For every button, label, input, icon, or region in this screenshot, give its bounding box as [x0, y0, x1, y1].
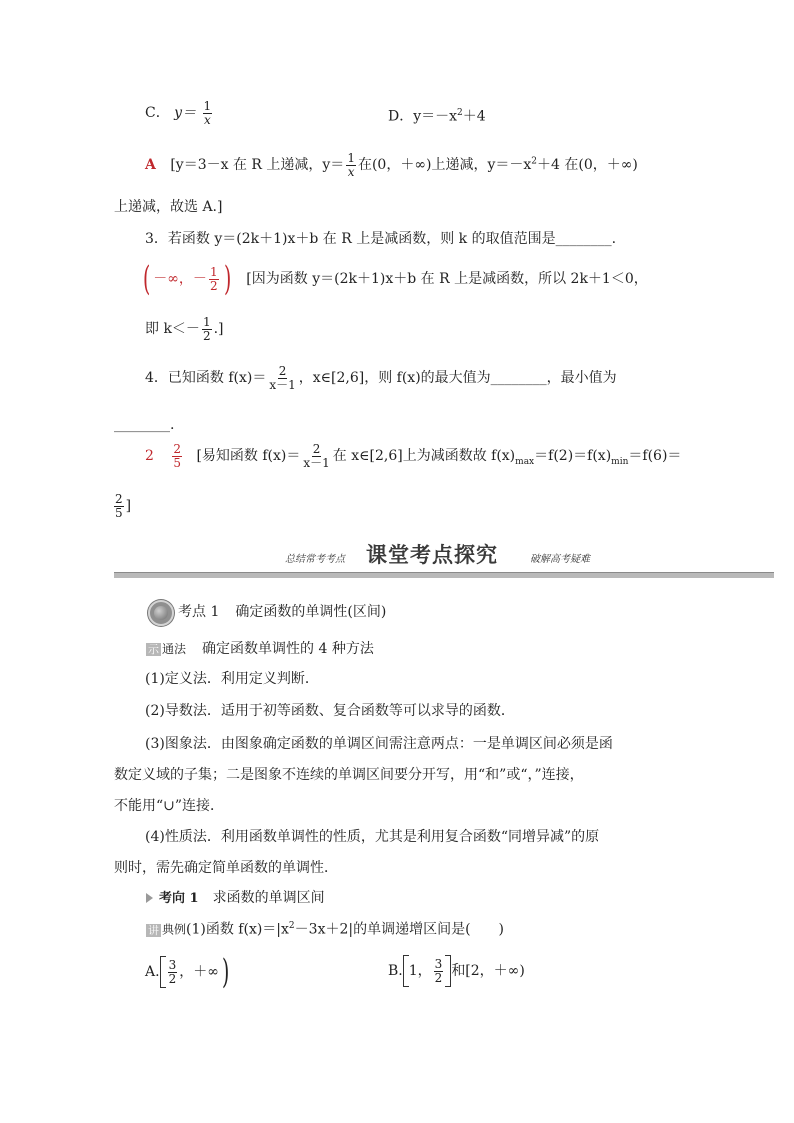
- answer-3-interval: ( －∞，－ $\frac{1}{2}$ ): [142, 259, 231, 299]
- answer-4-min: $\frac{2}{5}$: [173, 442, 182, 470]
- method-line-4: 数定义域的子集；二是图象不连续的单调区间要分开写，用“和”或“，”连接，: [114, 767, 584, 783]
- example-line: 讲 典例(1)函数 $f(x)=|x^2-3x+2|$的单调递增区间是( ): [148, 921, 505, 938]
- kaoxiang-heading: 考向 1 求函数的单调区间: [146, 891, 325, 905]
- answer-1-fraction: $\frac{1}{x}$: [347, 151, 355, 179]
- answer-1-line-1: A [y＝3－x 在 R 上递减，y＝ $\frac{1}{x}$ 在(0，＋∞)上递减，$y=-x^2+4$ 在(0，＋∞): [145, 151, 638, 179]
- banner-left: 总结常考考点: [285, 554, 345, 565]
- question-3: 3．若函数 y＝(2k＋1)x＋b 在 R 上是减函数，则 k 的取值范围是________.: [145, 231, 617, 247]
- option-d-text: y＝－x: [413, 108, 458, 125]
- method-line-1: (1)定义法．利用定义判断．: [145, 671, 319, 687]
- kaodian-heading: 考点 1 确定函数的单调性(区间): [178, 604, 387, 620]
- tongfa-badge-icon: 示: [148, 643, 159, 656]
- answer-1-line-2: 上递减，故选 A.]: [114, 199, 223, 215]
- method-line-3: (3)图象法．由图象确定函数的单调区间需注意两点：一是单调区间必须是函: [145, 736, 613, 752]
- choice-a: A. $\frac{3}{2}$ ，＋∞): [145, 952, 230, 992]
- option-c-fraction: $\frac{1}{x}$: [203, 99, 212, 127]
- method-line-2: (2)导数法．适用于初等函数、复合函数等可以求导的函数．: [145, 703, 515, 719]
- answer-1-letter: A: [145, 157, 156, 174]
- kaodian-circle-icon: [148, 600, 174, 626]
- option-c: [145, 100, 214, 126]
- tongfa-heading: 示 通法 确定函数单调性的 4 种方法: [148, 641, 374, 657]
- option-d-label: D．: [388, 108, 414, 125]
- answer-3-line-1: ( －∞，－ $\frac{1}{2}$ ) [因为函数 y＝(2k＋1)x＋b 在 R 上是减函数，所以 2k＋1＜0，: [140, 262, 648, 296]
- example-badge-icon: 讲: [148, 923, 159, 937]
- method-line-5: 不能用“∪”连接．: [114, 798, 225, 814]
- banner-title: 课堂考点探究: [366, 543, 498, 567]
- banner-right: 破解高考疑难: [530, 554, 590, 565]
- answer-3-line-2: 即 k＜－ $\frac{1}{2}$ .]: [145, 315, 224, 343]
- choice-b: B. 1， $\frac{3}{2}$ 和[2，＋∞): [388, 955, 525, 987]
- option-d: D．$y=-x^2+4$: [388, 108, 486, 125]
- option-c-lhs: y＝: [174, 105, 197, 122]
- triangle-icon: [146, 893, 153, 903]
- question-4: 4．已知函数 f(x)＝ $\frac{2}{x-1}$ ，x∈[2,6]，则 f(x)的最大值为________，最小值为: [145, 364, 617, 392]
- option-c-label: C．: [145, 105, 170, 122]
- answer-4-max: 2: [145, 448, 154, 465]
- banner-rule: [114, 572, 774, 578]
- question-4-line-2: ________.: [114, 417, 175, 433]
- answer-4-line-1: 2 $\frac{2}{5}$ [易知函数 f(x)＝ $\frac{2}{x-1}$ 在 x∈[2,6]上为减函数故 $f(x)_{max}=f(2)=f(x)_{min}=f(6)=$: [145, 442, 682, 470]
- answer-4-line-2: $\frac{2}{5}$ ]: [115, 492, 132, 520]
- method-line-6: (4)性质法．利用函数单调性的性质，尤其是利用复合函数“同增异减”的原: [145, 829, 600, 845]
- method-line-7: 则时，需先确定简单函数的单调性．: [114, 860, 338, 876]
